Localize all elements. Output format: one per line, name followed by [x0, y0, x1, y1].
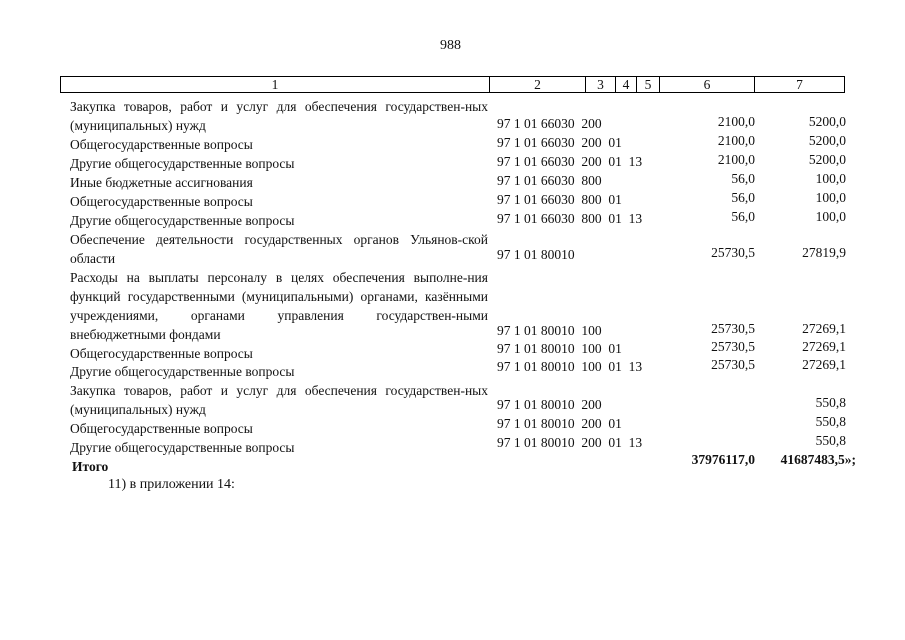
header-col-2: 2 [534, 77, 541, 92]
row-label: Закупка товаров, работ и услуг для обеспечения государствен-ных (муниципальных) нужд [70, 99, 488, 133]
row-value-col7: 100,0 [815, 171, 846, 186]
table-header [60, 76, 845, 93]
row-label: Другие общегосударственные вопросы [70, 364, 295, 379]
row-label: Общегосударственные вопросы [70, 421, 253, 436]
row-value-col6: 2100,0 [717, 152, 755, 167]
row-value-col7: 5200,0 [808, 114, 846, 129]
row-label: Другие общегосударственные вопросы [70, 440, 295, 455]
row-label: Общегосударственные вопросы [70, 346, 253, 361]
row-code: 97 1 01 66030 800 01 13 [497, 211, 643, 226]
header-col-1: 1 [271, 77, 279, 92]
row-value-col7: 100,0 [815, 190, 846, 205]
header-col-3: 3 [597, 77, 604, 92]
row-code: 97 1 01 80010 200 01 13 [497, 435, 643, 450]
row-label: Иные бюджетные ассигнования [70, 175, 253, 190]
row-value-col6: 2100,0 [717, 133, 755, 148]
header-col-7: 7 [796, 77, 803, 92]
row-code: 97 1 01 80010 100 01 13 [497, 359, 643, 374]
row-value-col6: 2100,0 [717, 114, 755, 129]
row-value-col6: 25730,5 [711, 357, 755, 372]
row-value-col7: 27269,1 [802, 357, 846, 372]
row-code: 97 1 01 80010 200 01 [497, 416, 622, 431]
footer-note: 11) в приложении 14: [108, 477, 235, 492]
total-label: Итого [72, 459, 109, 474]
row-value-col6: 56,0 [731, 209, 755, 224]
row-value-col7: 5200,0 [808, 152, 846, 167]
page-number: 988 [440, 38, 461, 53]
row-code: 97 1 01 66030 200 01 [497, 135, 622, 150]
row-value-col7: 27269,1 [802, 321, 846, 336]
total-value-col6: 37976117,0 [691, 452, 755, 467]
row-code: 97 1 01 80010 100 01 [497, 341, 622, 356]
row-code: 97 1 01 66030 200 [497, 116, 602, 131]
row-value-col7: 550,8 [815, 433, 846, 448]
row-label: Обеспечение деятельности государственных органов Ульянов-ской области [70, 232, 488, 266]
header-col-5: 5 [644, 77, 652, 92]
row-value-col7: 100,0 [815, 209, 846, 224]
row-label: Расходы на выплаты персоналу в целях обеспечения выполне-ния функций государственными (муниципальными) органами, казёнными учреждениями, органами управления государствен-ными внебюджетными фондами [70, 270, 488, 342]
row-label: Другие общегосударственные вопросы [70, 156, 295, 171]
row-value-col6: 56,0 [731, 171, 755, 186]
row-value-col6: 25730,5 [711, 339, 755, 354]
row-value-col7: 550,8 [815, 414, 846, 429]
row-code: 97 1 01 66030 800 [497, 173, 602, 188]
row-value-col6: 25730,5 [711, 321, 755, 336]
row-value-col6: 56,0 [731, 190, 755, 205]
header-col-4: 4 [622, 77, 630, 92]
total-value-col7: 41687483,5»; [780, 452, 856, 467]
row-label: Общегосударственные вопросы [70, 194, 253, 209]
row-label: Другие общегосударственные вопросы [70, 213, 295, 228]
row-label: Закупка товаров, работ и услуг для обеспечения государствен-ных (муниципальных) нужд [70, 383, 488, 417]
row-code: 97 1 01 80010 [497, 247, 575, 262]
row-code: 97 1 01 66030 200 01 13 [497, 154, 643, 169]
row-code: 97 1 01 80010 100 [497, 323, 602, 338]
row-value-col7: 27819,9 [802, 245, 846, 260]
row-code: 97 1 01 66030 800 01 [497, 192, 622, 207]
row-code: 97 1 01 80010 200 [497, 397, 602, 412]
row-value-col7: 550,8 [815, 395, 846, 410]
row-value-col7: 27269,1 [802, 339, 846, 354]
row-value-col7: 5200,0 [808, 133, 846, 148]
row-value-col6: 25730,5 [711, 245, 755, 260]
header-col-6: 6 [703, 77, 711, 92]
row-label: Общегосударственные вопросы [70, 137, 253, 152]
